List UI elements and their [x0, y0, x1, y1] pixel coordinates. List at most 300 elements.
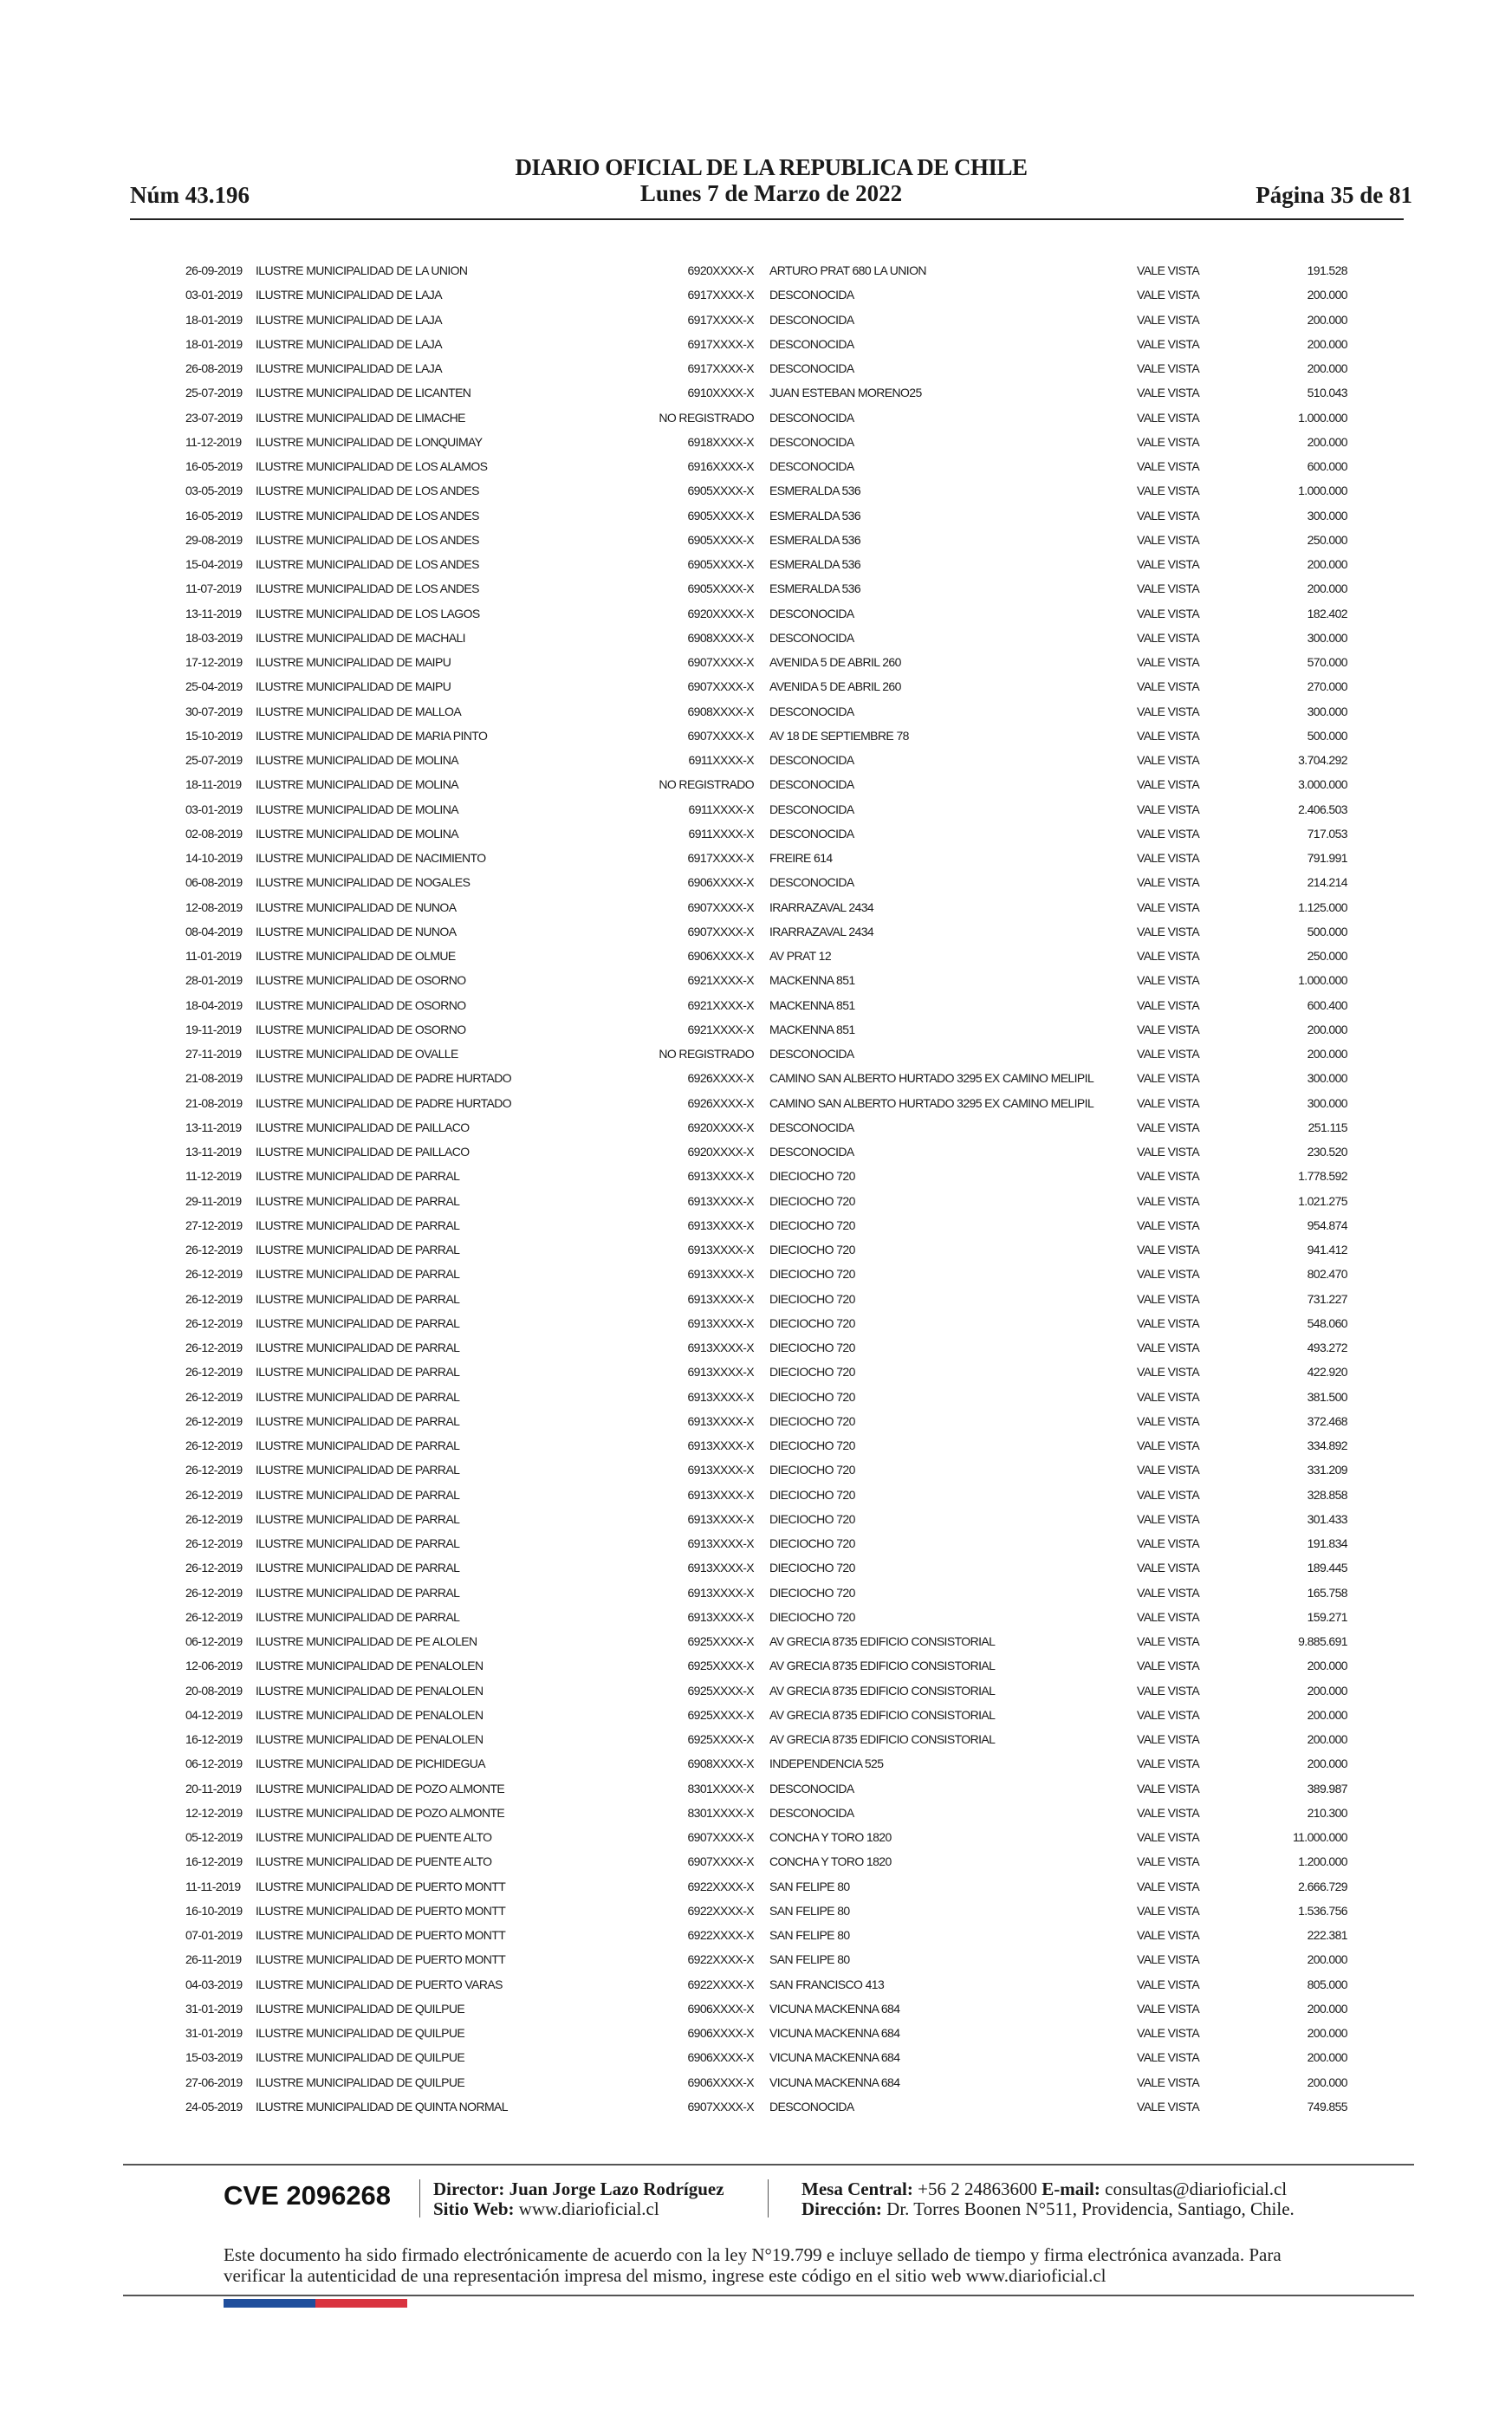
row-address: SAN FELIPE 80 — [769, 1952, 850, 1967]
row-payment-type: VALE VISTA — [1137, 949, 1200, 963]
row-municipality: ILUSTRE MUNICIPALIDAD DE PARRAL — [256, 1463, 460, 1477]
row-rut: 6913XXXX-X — [687, 1487, 754, 1502]
row-municipality: ILUSTRE MUNICIPALIDAD DE QUILPUE — [256, 2026, 465, 2040]
row-date: 26-12-2019 — [185, 1413, 243, 1428]
row-rut: 6918XXXX-X — [687, 434, 754, 449]
row-municipality: ILUSTRE MUNICIPALIDAD DE MOLINA — [256, 777, 458, 792]
row-municipality: ILUSTRE MUNICIPALIDAD DE PUENTE ALTO — [256, 1854, 492, 1869]
row-address: DESCONOCIDA — [769, 777, 854, 792]
row-rut: 6926XXXX-X — [687, 1071, 754, 1086]
row-amount: 200.000 — [1307, 361, 1347, 375]
row-municipality: ILUSTRE MUNICIPALIDAD DE PADRE HURTADO — [256, 1071, 512, 1086]
table-row — [0, 1335, 1512, 1360]
row-rut: 6922XXXX-X — [687, 1928, 754, 1942]
row-payment-type: VALE VISTA — [1137, 1830, 1200, 1844]
row-municipality: ILUSTRE MUNICIPALIDAD DE PARRAL — [256, 1389, 460, 1404]
row-payment-type: VALE VISTA — [1137, 1511, 1200, 1526]
row-municipality: ILUSTRE MUNICIPALIDAD DE PARRAL — [256, 1609, 460, 1624]
table-row — [0, 674, 1512, 698]
table-row — [0, 2094, 1512, 2119]
row-amount: 600.400 — [1307, 997, 1347, 1012]
row-payment-type: VALE VISTA — [1137, 1903, 1200, 1918]
row-rut: 6913XXXX-X — [687, 1609, 754, 1624]
row-date: 25-07-2019 — [185, 753, 243, 767]
row-address: AVENIDA 5 DE ABRIL 260 — [769, 655, 901, 669]
row-rut: 8301XXXX-X — [687, 1781, 754, 1795]
row-date: 16-12-2019 — [185, 1732, 243, 1746]
row-address: VICUNA MACKENNA 684 — [769, 2001, 900, 2016]
row-date: 16-05-2019 — [185, 508, 243, 523]
row-address: DIECIOCHO 720 — [769, 1536, 855, 1550]
row-date: 26-12-2019 — [185, 1389, 243, 1404]
row-address: SAN FELIPE 80 — [769, 1928, 850, 1942]
row-payment-type: VALE VISTA — [1137, 1659, 1200, 1673]
row-municipality: ILUSTRE MUNICIPALIDAD DE PADRE HURTADO — [256, 1095, 512, 1110]
row-date: 18-11-2019 — [185, 777, 242, 792]
row-amount: 250.000 — [1307, 532, 1347, 547]
table-row — [0, 1849, 1512, 1873]
row-municipality: ILUSTRE MUNICIPALIDAD DE PARRAL — [256, 1193, 460, 1208]
row-amount: 2.406.503 — [1298, 802, 1347, 816]
row-address: ESMERALDA 536 — [769, 484, 861, 498]
table-row — [0, 1727, 1512, 1751]
row-address: SAN FELIPE 80 — [769, 1879, 850, 1893]
table-row — [0, 1385, 1512, 1409]
table-row — [0, 993, 1512, 1017]
table-row — [0, 1213, 1512, 1237]
row-payment-type: VALE VISTA — [1137, 1536, 1200, 1550]
row-payment-type: VALE VISTA — [1137, 1243, 1200, 1256]
row-municipality: ILUSTRE MUNICIPALIDAD DE OVALLE — [256, 1047, 458, 1061]
row-rut: 6925XXXX-X — [687, 1683, 754, 1698]
row-payment-type: VALE VISTA — [1137, 1291, 1200, 1306]
row-payment-type: VALE VISTA — [1137, 997, 1200, 1012]
web-link[interactable]: www.diarioficial.cl — [518, 2198, 659, 2219]
row-date: 31-01-2019 — [185, 2026, 243, 2040]
row-date: 13-11-2019 — [185, 606, 242, 620]
row-municipality: ILUSTRE MUNICIPALIDAD DE PICHIDEGUA — [256, 1756, 486, 1771]
row-rut: 6906XXXX-X — [687, 875, 754, 890]
row-amount: 802.470 — [1307, 1267, 1347, 1282]
row-payment-type: VALE VISTA — [1137, 484, 1200, 498]
row-date: 26-12-2019 — [185, 1585, 243, 1600]
row-rut: 6906XXXX-X — [687, 949, 754, 963]
row-rut: 6917XXXX-X — [687, 312, 754, 327]
row-municipality: ILUSTRE MUNICIPALIDAD DE PARRAL — [256, 1217, 460, 1232]
row-date: 15-10-2019 — [185, 728, 243, 743]
row-amount: 3.704.292 — [1298, 753, 1347, 767]
row-date: 26-12-2019 — [185, 1315, 243, 1330]
row-date: 19-11-2019 — [185, 1022, 242, 1036]
row-municipality: ILUSTRE MUNICIPALIDAD DE PUERTO MONTT — [256, 1952, 506, 1967]
row-rut: 6925XXXX-X — [687, 1659, 754, 1673]
row-municipality: ILUSTRE MUNICIPALIDAD DE LAJA — [256, 312, 442, 327]
row-municipality: ILUSTRE MUNICIPALIDAD DE LICANTEN — [256, 386, 471, 400]
row-payment-type: VALE VISTA — [1137, 1781, 1200, 1795]
row-municipality: ILUSTRE MUNICIPALIDAD DE PENALOLEN — [256, 1732, 483, 1746]
row-date: 26-12-2019 — [185, 1511, 243, 1526]
row-address: CAMINO SAN ALBERTO HURTADO 3295 EX CAMINO MELIPIL — [769, 1095, 1094, 1110]
row-amount: 200.000 — [1307, 2001, 1347, 2016]
newspaper-title: DIARIO OFICIAL DE LA REPUBLICA DE CHILE — [515, 154, 1028, 180]
row-payment-type: VALE VISTA — [1137, 386, 1200, 400]
row-payment-type: VALE VISTA — [1137, 1071, 1200, 1086]
table-row — [0, 1874, 1512, 1899]
row-rut: NO REGISTRADO — [659, 1047, 754, 1061]
payments-table — [0, 258, 1512, 2119]
table-row — [0, 552, 1512, 576]
row-address: DIECIOCHO 720 — [769, 1561, 855, 1575]
row-date: 31-01-2019 — [185, 2001, 243, 2016]
row-address: ESMERALDA 536 — [769, 581, 861, 596]
row-address: AV GRECIA 8735 EDIFICIO CONSISTORIAL — [769, 1732, 996, 1746]
row-amount: 1.021.275 — [1298, 1193, 1347, 1208]
row-rut: 6913XXXX-X — [687, 1413, 754, 1428]
row-rut: NO REGISTRADO — [659, 410, 754, 425]
row-date: 18-01-2019 — [185, 312, 243, 327]
row-date: 26-09-2019 — [185, 263, 243, 277]
row-amount: 270.000 — [1307, 679, 1347, 694]
row-amount: 1.778.592 — [1298, 1169, 1347, 1184]
row-payment-type: VALE VISTA — [1137, 1487, 1200, 1502]
row-municipality: ILUSTRE MUNICIPALIDAD DE MOLINA — [256, 753, 458, 767]
row-payment-type: VALE VISTA — [1137, 973, 1200, 988]
issue-number: Núm 43.196 — [130, 182, 250, 208]
web-label: Sitio Web: — [433, 2198, 515, 2219]
row-rut: 6906XXXX-X — [687, 2001, 754, 2016]
row-payment-type: VALE VISTA — [1137, 459, 1200, 473]
row-rut: 6921XXXX-X — [687, 973, 754, 988]
table-row — [0, 895, 1512, 919]
row-amount: 189.445 — [1307, 1561, 1347, 1575]
row-municipality: ILUSTRE MUNICIPALIDAD DE PARRAL — [256, 1561, 460, 1575]
row-payment-type: VALE VISTA — [1137, 361, 1200, 375]
row-amount: 570.000 — [1307, 655, 1347, 669]
row-amount: 381.500 — [1307, 1389, 1347, 1404]
row-municipality: ILUSTRE MUNICIPALIDAD DE PUENTE ALTO — [256, 1830, 492, 1844]
row-rut: 6907XXXX-X — [687, 924, 754, 938]
table-row — [0, 870, 1512, 894]
table-row — [0, 1776, 1512, 1801]
row-date: 18-04-2019 — [185, 997, 243, 1012]
row-payment-type: VALE VISTA — [1137, 899, 1200, 914]
director-block — [433, 2179, 724, 2219]
row-address: AV GRECIA 8735 EDIFICIO CONSISTORIAL — [769, 1659, 996, 1673]
row-rut: 6913XXXX-X — [687, 1463, 754, 1477]
row-payment-type: VALE VISTA — [1137, 1438, 1200, 1452]
row-address: CONCHA Y TORO 1820 — [769, 1854, 892, 1869]
row-rut: 6913XXXX-X — [687, 1217, 754, 1232]
row-amount: 200.000 — [1307, 312, 1347, 327]
row-amount: 11.000.000 — [1292, 1830, 1347, 1844]
row-amount: 200.000 — [1307, 2075, 1347, 2089]
table-row — [0, 846, 1512, 870]
row-payment-type: VALE VISTA — [1137, 263, 1200, 277]
row-rut: 8301XXXX-X — [687, 1805, 754, 1820]
row-rut: 6913XXXX-X — [687, 1267, 754, 1282]
row-rut: 6917XXXX-X — [687, 851, 754, 865]
row-date: 29-11-2019 — [185, 1193, 242, 1208]
row-address: DIECIOCHO 720 — [769, 1365, 855, 1380]
row-payment-type: VALE VISTA — [1137, 1805, 1200, 1820]
table-row — [0, 1703, 1512, 1727]
row-amount: 1.200.000 — [1298, 1854, 1347, 1869]
row-payment-type: VALE VISTA — [1137, 1389, 1200, 1404]
row-payment-type: VALE VISTA — [1137, 924, 1200, 938]
table-row — [0, 1653, 1512, 1678]
row-address: DIECIOCHO 720 — [769, 1413, 855, 1428]
row-municipality: ILUSTRE MUNICIPALIDAD DE PAILLACO — [256, 1145, 470, 1159]
row-address: SAN FELIPE 80 — [769, 1903, 850, 1918]
row-date: 06-12-2019 — [185, 1756, 243, 1771]
row-rut: 6905XXXX-X — [687, 557, 754, 571]
row-rut: 6913XXXX-X — [687, 1315, 754, 1330]
row-amount: 200.000 — [1307, 1707, 1347, 1722]
row-address: DESCONOCIDA — [769, 410, 854, 425]
row-address: MACKENNA 851 — [769, 1022, 855, 1036]
row-payment-type: VALE VISTA — [1137, 1463, 1200, 1477]
row-amount: 200.000 — [1307, 1732, 1347, 1746]
row-payment-type: VALE VISTA — [1137, 630, 1200, 645]
table-row — [0, 821, 1512, 846]
row-amount: 200.000 — [1307, 557, 1347, 571]
row-rut: 6913XXXX-X — [687, 1511, 754, 1526]
row-address: DIECIOCHO 720 — [769, 1609, 855, 1624]
row-rut: 6922XXXX-X — [687, 1977, 754, 1991]
row-amount: 805.000 — [1307, 1977, 1347, 1991]
row-amount: 1.536.756 — [1298, 1903, 1347, 1918]
row-address: DIECIOCHO 720 — [769, 1341, 855, 1354]
table-row — [0, 1458, 1512, 1482]
row-date: 03-01-2019 — [185, 288, 243, 302]
row-amount: 372.468 — [1307, 1413, 1347, 1428]
row-address: ESMERALDA 536 — [769, 557, 861, 571]
row-municipality: ILUSTRE MUNICIPALIDAD DE POZO ALMONTE — [256, 1805, 505, 1820]
row-amount: 200.000 — [1307, 336, 1347, 351]
row-rut: 6925XXXX-X — [687, 1707, 754, 1722]
row-municipality: ILUSTRE MUNICIPALIDAD DE PENALOLEN — [256, 1683, 483, 1698]
row-rut: 6905XXXX-X — [687, 581, 754, 596]
row-rut: 6906XXXX-X — [687, 2075, 754, 2089]
row-amount: 191.528 — [1307, 263, 1347, 277]
row-address: AV 18 DE SEPTIEMBRE 78 — [769, 728, 909, 743]
row-municipality: ILUSTRE MUNICIPALIDAD DE OLMUE — [256, 949, 456, 963]
row-address: DIECIOCHO 720 — [769, 1291, 855, 1306]
director-label: Director: — [433, 2179, 505, 2199]
row-municipality: ILUSTRE MUNICIPALIDAD DE PARRAL — [256, 1365, 460, 1380]
mesa-label: Mesa Central: — [801, 2179, 913, 2199]
row-address: DESCONOCIDA — [769, 336, 854, 351]
row-date: 16-05-2019 — [185, 459, 243, 473]
table-row — [0, 1433, 1512, 1458]
row-amount: 214.214 — [1307, 875, 1347, 890]
row-payment-type: VALE VISTA — [1137, 826, 1200, 841]
row-municipality: ILUSTRE MUNICIPALIDAD DE LAJA — [256, 288, 442, 302]
mesa-phone: +56 2 24863600 — [918, 2179, 1037, 2199]
row-municipality: ILUSTRE MUNICIPALIDAD DE OSORNO — [256, 1022, 466, 1036]
table-row — [0, 528, 1512, 552]
row-address: IRARRAZAVAL 2434 — [769, 924, 874, 938]
row-address: DIECIOCHO 720 — [769, 1585, 855, 1600]
row-municipality: ILUSTRE MUNICIPALIDAD DE PARRAL — [256, 1341, 460, 1354]
row-amount: 200.000 — [1307, 1659, 1347, 1673]
row-rut: 6913XXXX-X — [687, 1365, 754, 1380]
row-amount: 600.000 — [1307, 459, 1347, 473]
row-address: DESCONOCIDA — [769, 1047, 854, 1061]
row-amount: 389.987 — [1307, 1781, 1347, 1795]
row-municipality: ILUSTRE MUNICIPALIDAD DE MALLOA — [256, 704, 462, 718]
row-rut: 6907XXXX-X — [687, 728, 754, 743]
row-address: FREIRE 614 — [769, 851, 833, 865]
row-payment-type: VALE VISTA — [1137, 1609, 1200, 1624]
row-municipality: ILUSTRE MUNICIPALIDAD DE LAJA — [256, 336, 442, 351]
row-municipality: ILUSTRE MUNICIPALIDAD DE NUNOA — [256, 924, 457, 938]
row-rut: 6913XXXX-X — [687, 1536, 754, 1550]
row-municipality: ILUSTRE MUNICIPALIDAD DE PUERTO VARAS — [256, 1977, 503, 1991]
row-date: 11-11-2019 — [185, 1879, 241, 1893]
row-date: 03-01-2019 — [185, 802, 243, 816]
row-address: DESCONOCIDA — [769, 1781, 854, 1795]
row-municipality: ILUSTRE MUNICIPALIDAD DE LOS ANDES — [256, 484, 479, 498]
table-row — [0, 699, 1512, 724]
row-address: DIECIOCHO 720 — [769, 1487, 855, 1502]
table-row — [0, 1825, 1512, 1849]
row-rut: 6926XXXX-X — [687, 1095, 754, 1110]
row-rut: 6907XXXX-X — [687, 1854, 754, 1869]
row-rut: 6917XXXX-X — [687, 336, 754, 351]
row-rut: 6913XXXX-X — [687, 1193, 754, 1208]
row-date: 17-12-2019 — [185, 655, 243, 669]
row-amount: 2.666.729 — [1298, 1879, 1347, 1893]
row-amount: 250.000 — [1307, 949, 1347, 963]
row-amount: 200.000 — [1307, 2050, 1347, 2065]
row-rut: 6913XXXX-X — [687, 1169, 754, 1184]
row-municipality: ILUSTRE MUNICIPALIDAD DE MACHALI — [256, 630, 465, 645]
row-address: DESCONOCIDA — [769, 802, 854, 816]
row-payment-type: VALE VISTA — [1137, 1217, 1200, 1232]
row-municipality: ILUSTRE MUNICIPALIDAD DE MAIPU — [256, 655, 451, 669]
row-date: 26-12-2019 — [185, 1561, 243, 1575]
cve-code: CVE 2096268 — [224, 2180, 392, 2211]
row-municipality: ILUSTRE MUNICIPALIDAD DE PARRAL — [256, 1267, 460, 1282]
row-rut: 6913XXXX-X — [687, 1341, 754, 1354]
row-date: 04-12-2019 — [185, 1707, 243, 1722]
row-amount: 749.855 — [1307, 2099, 1347, 2114]
row-date: 29-08-2019 — [185, 532, 243, 547]
row-amount: 230.520 — [1307, 1145, 1347, 1159]
row-rut: 6908XXXX-X — [687, 704, 754, 718]
table-row — [0, 1581, 1512, 1605]
row-municipality: ILUSTRE MUNICIPALIDAD DE NACIMIENTO — [256, 851, 486, 865]
row-date: 16-10-2019 — [185, 1903, 243, 1918]
row-address: DIECIOCHO 720 — [769, 1511, 855, 1526]
row-address: VICUNA MACKENNA 684 — [769, 2075, 900, 2089]
table-row — [0, 724, 1512, 748]
table-row — [0, 1679, 1512, 1703]
legal-notice: Este documento ha sido firmado electrónicamente de acuerdo con la ley N°19.799 e incluye sellado de tiempo y firma electrónica avanzada. Para verificar la autenticidad de una representación impresa del mismo, ingrese este código en el sitio web www.diarioficial.cl — [224, 2244, 1282, 2286]
row-rut: 6908XXXX-X — [687, 1756, 754, 1771]
row-municipality: ILUSTRE MUNICIPALIDAD DE PARRAL — [256, 1536, 460, 1550]
row-amount: 301.433 — [1307, 1511, 1347, 1526]
row-rut: 6920XXXX-X — [687, 1145, 754, 1159]
row-address: SAN FRANCISCO 413 — [769, 1977, 885, 1991]
table-row — [0, 1531, 1512, 1555]
row-payment-type: VALE VISTA — [1137, 1413, 1200, 1428]
row-date: 27-06-2019 — [185, 2075, 243, 2089]
row-municipality: ILUSTRE MUNICIPALIDAD DE PAILLACO — [256, 1120, 470, 1134]
table-row — [0, 1360, 1512, 1384]
table-row — [0, 2045, 1512, 2069]
row-date: 11-07-2019 — [185, 581, 242, 596]
row-address: AVENIDA 5 DE ABRIL 260 — [769, 679, 901, 694]
row-payment-type: VALE VISTA — [1137, 508, 1200, 523]
table-row — [0, 772, 1512, 796]
row-rut: 6908XXXX-X — [687, 630, 754, 645]
row-rut: 6913XXXX-X — [687, 1291, 754, 1306]
row-municipality: ILUSTRE MUNICIPALIDAD DE LOS ANDES — [256, 532, 479, 547]
row-address: MACKENNA 851 — [769, 997, 855, 1012]
email-link[interactable]: consultas@diarioficial.cl — [1105, 2179, 1288, 2199]
row-municipality: ILUSTRE MUNICIPALIDAD DE PARRAL — [256, 1487, 460, 1502]
row-municipality: ILUSTRE MUNICIPALIDAD DE QUILPUE — [256, 2001, 465, 2016]
row-date: 27-11-2019 — [185, 1047, 242, 1061]
row-municipality: ILUSTRE MUNICIPALIDAD DE PARRAL — [256, 1243, 460, 1256]
table-row — [0, 748, 1512, 772]
row-date: 26-08-2019 — [185, 361, 243, 375]
row-payment-type: VALE VISTA — [1137, 581, 1200, 596]
row-payment-type: VALE VISTA — [1137, 1952, 1200, 1967]
row-date: 02-08-2019 — [185, 826, 243, 841]
row-amount: 222.381 — [1307, 1928, 1347, 1942]
row-payment-type: VALE VISTA — [1137, 557, 1200, 571]
row-date: 26-12-2019 — [185, 1365, 243, 1380]
row-municipality: ILUSTRE MUNICIPALIDAD DE MOLINA — [256, 826, 458, 841]
row-date: 26-12-2019 — [185, 1438, 243, 1452]
row-rut: 6905XXXX-X — [687, 508, 754, 523]
row-address: DESCONOCIDA — [769, 1145, 854, 1159]
row-date: 06-08-2019 — [185, 875, 243, 890]
row-payment-type: VALE VISTA — [1137, 2001, 1200, 2016]
row-date: 18-01-2019 — [185, 336, 243, 351]
row-date: 15-04-2019 — [185, 557, 243, 571]
table-row — [0, 356, 1512, 380]
director-name: Juan Jorge Lazo Rodríguez — [509, 2179, 724, 2199]
row-address: DESCONOCIDA — [769, 753, 854, 767]
row-address: DIECIOCHO 720 — [769, 1243, 855, 1256]
row-date: 20-08-2019 — [185, 1683, 243, 1698]
row-address: ESMERALDA 536 — [769, 532, 861, 547]
row-amount: 300.000 — [1307, 1095, 1347, 1110]
table-row — [0, 1947, 1512, 1971]
table-row — [0, 503, 1512, 528]
table-row — [0, 1091, 1512, 1115]
row-rut: 6907XXXX-X — [687, 679, 754, 694]
row-date: 25-04-2019 — [185, 679, 243, 694]
row-date: 18-03-2019 — [185, 630, 243, 645]
row-address: DIECIOCHO 720 — [769, 1217, 855, 1232]
row-rut: 6905XXXX-X — [687, 532, 754, 547]
row-rut: 6922XXXX-X — [687, 1952, 754, 1967]
row-rut: 6925XXXX-X — [687, 1732, 754, 1746]
table-row — [0, 1751, 1512, 1776]
row-municipality: ILUSTRE MUNICIPALIDAD DE PARRAL — [256, 1585, 460, 1600]
row-address: DESCONOCIDA — [769, 826, 854, 841]
row-amount: 331.209 — [1307, 1463, 1347, 1477]
row-address: DIECIOCHO 720 — [769, 1438, 855, 1452]
row-municipality: ILUSTRE MUNICIPALIDAD DE LAJA — [256, 361, 442, 375]
row-municipality: ILUSTRE MUNICIPALIDAD DE LOS ALAMOS — [256, 459, 488, 473]
row-municipality: ILUSTRE MUNICIPALIDAD DE LIMACHE — [256, 410, 465, 425]
